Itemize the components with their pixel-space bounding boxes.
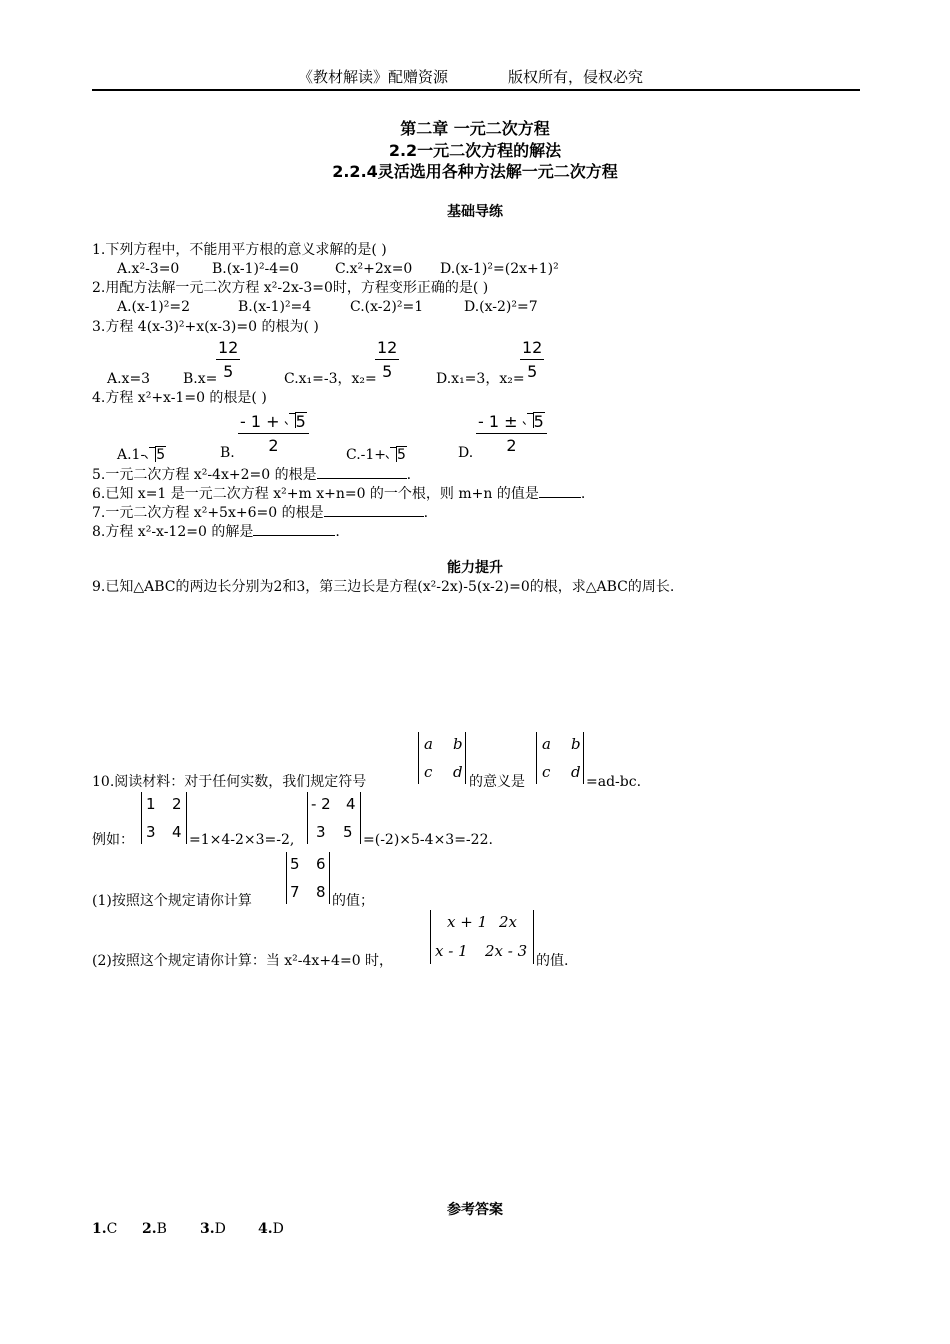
q10-part2-end: 的值. <box>536 953 569 969</box>
q3-option-a: A.x=3 <box>107 371 151 387</box>
q3-fraction-b <box>216 340 240 380</box>
header-rule <box>92 89 860 91</box>
answer-blank[interactable] <box>324 504 424 517</box>
q9: 9.已知△ABC的两边长分别为2和3，第三边长是方程(x²-2x)-5(x-2)=0的根，求△ABC的周长. <box>92 579 675 595</box>
q7-text: 7.一元二次方程 x²+5x+6=0 的根是 <box>92 505 324 521</box>
q4-option-c <box>346 446 407 462</box>
q10-example-label: 例如： <box>92 832 134 848</box>
q4-option-d: D. <box>458 445 474 461</box>
q4-fraction-b-num: - 1 + <box>240 412 280 431</box>
answer-4: 4.D <box>258 1221 284 1237</box>
sqrt-icon: 5 <box>386 446 407 462</box>
q4-stem: 4.方程 x²+x-1=0 的根是( ) <box>92 390 267 406</box>
q2-option-c: C.(x-2)²=1 <box>350 299 424 315</box>
q8: 8.方程 x²-x-12=0 的解是 . <box>92 524 340 540</box>
q6: 6.已知 x=1 是一元二次方程 x²+m x+n=0 的一个根，则 m+n 的值是 . <box>92 486 586 502</box>
answer-3: 3.D <box>200 1221 226 1237</box>
q10-formula: =ad-bc. <box>586 774 642 790</box>
chapter-title: 第二章 一元二次方程 <box>400 119 550 138</box>
q5-text: 5.一元二次方程 x²-4x+2=0 的根是 <box>92 467 317 483</box>
header-right: 版权所有，侵权必究 <box>508 68 644 86</box>
q10-part2: (2)按照这个规定请你计算：当 x²-4x+4=0 时， <box>92 953 394 969</box>
section-answers: 参考答案 <box>447 1202 503 1218</box>
header-left: 《教材解读》配赠资源 <box>298 68 449 86</box>
q3-fraction-c-num: 12 <box>377 338 398 357</box>
q7: 7.一元二次方程 x²+5x+6=0 的根是 . <box>92 505 429 521</box>
q5: 5.一元二次方程 x²-4x+2=0 的根是 . <box>92 467 412 483</box>
q10-example-1-result: =1×4-2×3=-2, <box>189 832 295 848</box>
sqrt-icon: 5 <box>145 446 166 462</box>
example-determinant-1: 1 2 3 4 <box>141 792 187 844</box>
q10-part1: (1)按照这个规定请你计算 <box>92 893 252 909</box>
q4-fraction-d-num: - 1 ± <box>478 412 518 431</box>
q3-fraction-d-num: 12 <box>522 338 543 357</box>
q10-example-2-result: =(-2)×5-4×3=-22. <box>363 832 493 848</box>
answer-blank[interactable] <box>317 466 407 479</box>
q1-option-c: C.x²+2x=0 <box>335 261 413 277</box>
subsection-title: 2.2.4灵活选用各种方法解一元二次方程 <box>332 162 618 181</box>
q4-fraction-b <box>238 412 309 454</box>
answer-2: 2.B <box>142 1221 167 1237</box>
q4-option-a <box>117 446 166 462</box>
q10-part1-end: 的值； <box>332 893 374 909</box>
q4-option-b: B. <box>220 445 235 461</box>
sqrt-icon: 5 <box>523 412 545 430</box>
q6-text: 6.已知 x=1 是一元二次方程 x²+m x+n=0 的一个根，则 m+n 的值是 <box>92 486 539 502</box>
q4-option-a-label: A.1- <box>117 447 146 463</box>
q4-fraction-d <box>476 412 547 454</box>
part2-determinant: x + 1 2x x - 1 2x - 3 <box>430 910 534 964</box>
q2-option-b: B.(x-1)²=4 <box>238 299 312 315</box>
section-title: 2.2一元二次方程的解法 <box>388 141 562 160</box>
q3-option-c: C.x₁=-3，x₂= <box>284 371 377 387</box>
q3-stem: 3.方程 4(x-3)²+x(x-3)=0 的根为( ) <box>92 319 319 335</box>
q8-text: 8.方程 x²-x-12=0 的解是 <box>92 524 254 540</box>
part1-determinant: 5 6 7 8 <box>286 852 330 904</box>
q3-option-b: B.x= <box>183 371 218 387</box>
q2-option-a: A.(x-1)²=2 <box>117 299 191 315</box>
q4-fraction-b-den: 2 <box>268 436 279 455</box>
sqrt-icon: 5 <box>285 412 307 430</box>
q4-fraction-d-den: 2 <box>506 436 517 455</box>
answer-blank[interactable] <box>253 523 335 536</box>
q3-fraction-b-num: 12 <box>218 338 239 357</box>
determinant-symbol: a b c d <box>536 732 584 784</box>
q10-meaning: 的意义是 <box>469 774 525 790</box>
q10-intro: 10.阅读材料：对于任何实数，我们规定符号 <box>92 774 367 790</box>
q1-option-d: D.(x-1)²=(2x+1)² <box>440 261 559 277</box>
answer-1: 1.C <box>92 1221 118 1237</box>
q4-option-c-label: C.-1+ <box>346 447 387 463</box>
q3-fraction-b-den: 5 <box>223 362 234 381</box>
answer-blank[interactable] <box>539 485 581 498</box>
q1-stem: 1.下列方程中，不能用平方根的意义求解的是( ) <box>92 242 387 258</box>
q3-fraction-d-den: 5 <box>527 362 538 381</box>
q2-option-d: D.(x-2)²=7 <box>464 299 538 315</box>
q3-option-d: D.x₁=3，x₂= <box>436 371 525 387</box>
q3-fraction-d <box>520 340 544 380</box>
example-determinant-2: - 2 4 3 5 <box>307 792 361 844</box>
q3-fraction-c-den: 5 <box>382 362 393 381</box>
q2-stem: 2.用配方法解一元二次方程 x²-2x-3=0时，方程变形正确的是( ) <box>92 280 489 296</box>
determinant-symbol: a b c d <box>418 732 466 784</box>
q1-option-a: A.x²-3=0 <box>117 261 180 277</box>
q1-option-b: B.(x-1)²-4=0 <box>212 261 299 277</box>
section-advanced: 能力提升 <box>447 560 503 576</box>
q3-fraction-c <box>375 340 399 380</box>
section-basic: 基础导练 <box>447 204 503 220</box>
